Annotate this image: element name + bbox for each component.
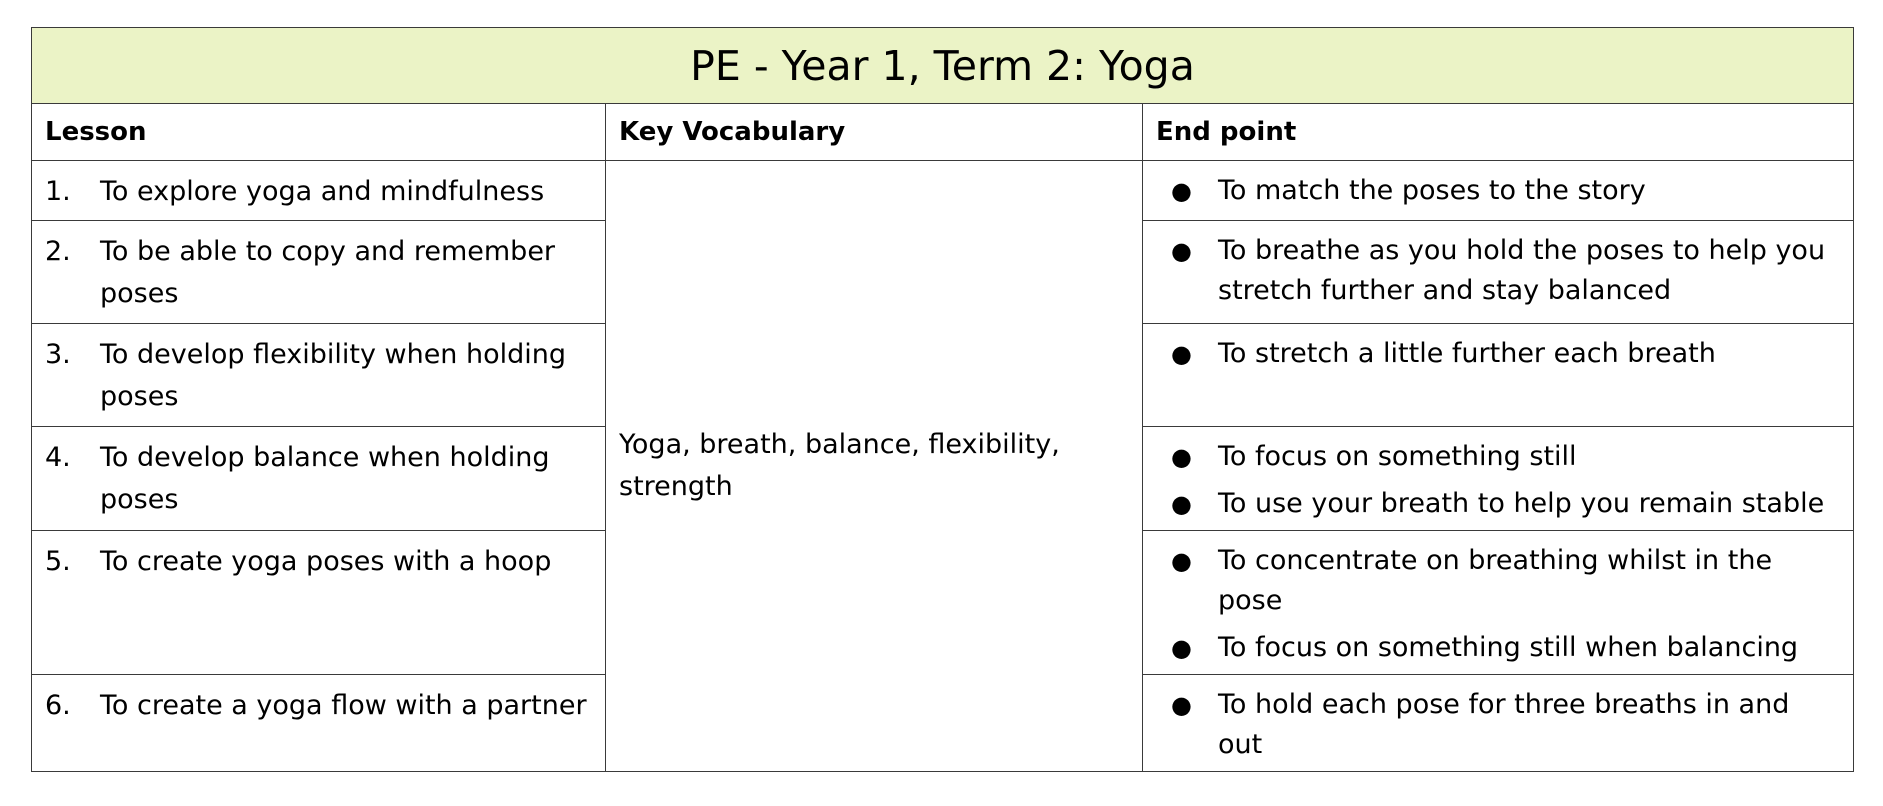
lesson-cell: [32, 531, 606, 675]
bullet-icon: ●: [1171, 547, 1192, 575]
vocabulary-column-header: Key Vocabulary: [606, 104, 1143, 161]
end-point-item: ● To breathe as you hold the poses to help you stretch further and stay balanced: [1171, 231, 1839, 311]
end-point-item: ● To focus on something still: [1171, 437, 1839, 477]
bullet-icon: ●: [1171, 490, 1192, 518]
end-point-item: ● To focus on something still when balancing: [1171, 628, 1839, 668]
bullet-icon: ●: [1171, 237, 1192, 265]
lesson-objective: To explore yoga and mindfulness: [100, 176, 545, 207]
end-point-cell: [1143, 675, 1854, 772]
lesson-objective: To create a yoga flow with a partner: [100, 690, 587, 721]
lesson-objective: To be able to copy and remember poses: [100, 236, 556, 309]
lesson-number: 5.: [45, 546, 71, 577]
bullet-icon: ●: [1171, 443, 1192, 471]
lesson-number: 3.: [45, 339, 71, 370]
lesson-objective: To develop flexibility when holding poses: [100, 339, 567, 412]
end-point-column-header: End point: [1143, 104, 1854, 161]
lesson-cell: [32, 161, 606, 221]
end-point-item: ● To match the poses to the story: [1171, 171, 1839, 211]
lesson-cell: [32, 221, 606, 324]
end-point-cell: [1143, 221, 1854, 324]
end-point-cell: [1143, 531, 1854, 675]
lesson-number: 1.: [45, 176, 71, 207]
lesson-cell: [32, 675, 606, 772]
end-point-cell: [1143, 427, 1854, 531]
lesson-plan-table: [31, 27, 1854, 772]
lesson-cell: [32, 324, 606, 427]
end-point-cell: [1143, 324, 1854, 427]
lesson-cell: [32, 427, 606, 531]
lesson-number: 6.: [45, 690, 71, 721]
bullet-icon: ●: [1171, 177, 1192, 205]
end-point-item: ● To hold each pose for three breaths in and out: [1171, 685, 1839, 765]
end-point-item: ● To stretch a little further each breath: [1171, 334, 1839, 374]
title-row: [32, 28, 1854, 104]
lesson-number: 2.: [45, 236, 71, 267]
bullet-icon: ●: [1171, 634, 1192, 662]
end-point-item: ● To concentrate on breathing whilst in the pose: [1171, 541, 1839, 621]
bullet-icon: ●: [1171, 340, 1192, 368]
lesson-objective: To develop balance when holding poses: [100, 442, 550, 515]
bullet-icon: ●: [1171, 691, 1192, 719]
end-point-item: ● To use your breath to help you remain stable: [1171, 484, 1839, 524]
lesson-column-header: Lesson: [32, 104, 606, 161]
header-row: [32, 104, 1854, 161]
table-row: [32, 161, 1854, 221]
key-vocabulary-cell: Yoga, breath, balance, flexibility, strength: [606, 161, 1143, 772]
end-point-cell: [1143, 161, 1854, 221]
lesson-number: 4.: [45, 442, 71, 473]
page-title: PE - Year 1, Term 2: Yoga: [32, 28, 1854, 104]
lesson-objective: To create yoga poses with a hoop: [100, 546, 552, 577]
